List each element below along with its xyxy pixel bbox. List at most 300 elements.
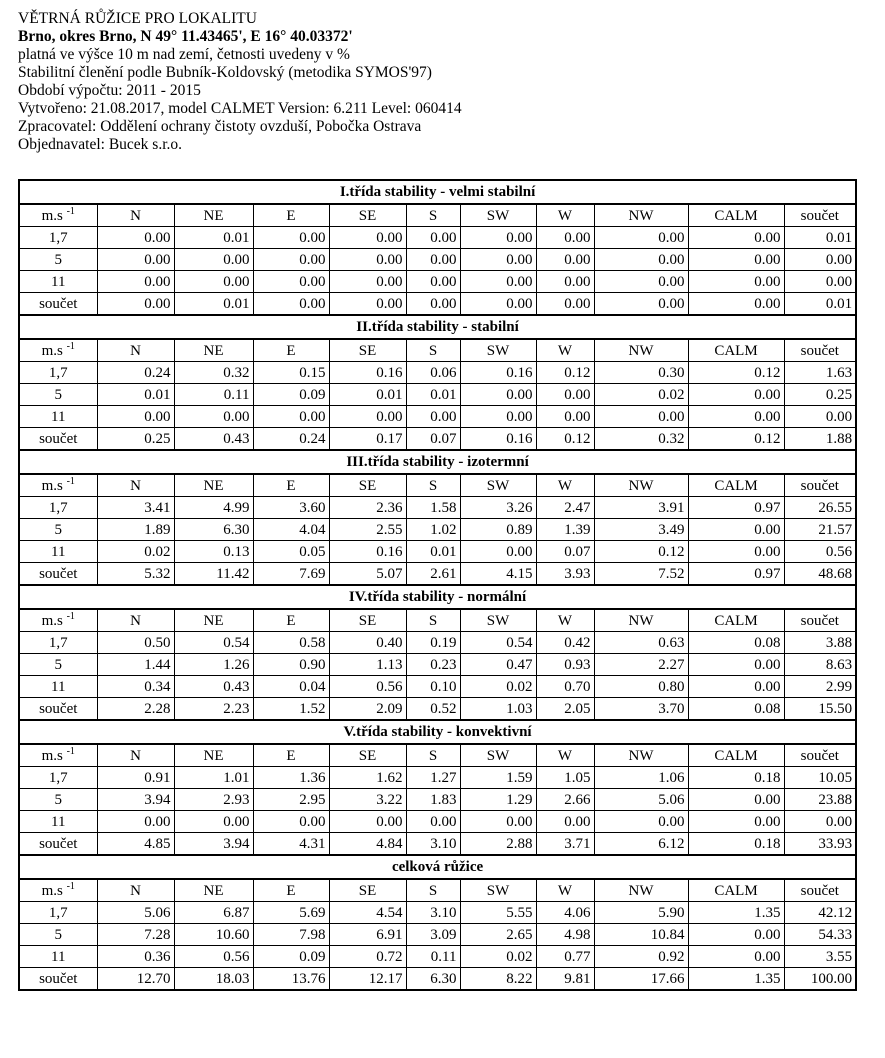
table-cell: 3.93: [536, 563, 594, 586]
table-cell: 1.59: [460, 767, 536, 789]
row-label: součet: [19, 293, 97, 316]
row-label: 5: [19, 654, 97, 676]
table-row: [19, 227, 856, 249]
section-title: V.třída stability - konvektivní: [19, 720, 856, 744]
column-header: N: [97, 204, 174, 227]
row-label: 11: [19, 541, 97, 563]
table-cell: 0.00: [688, 654, 784, 676]
column-header: SW: [460, 474, 536, 497]
table-cell: 10.60: [174, 924, 253, 946]
table-cell: 3.09: [406, 924, 460, 946]
table-cell: 1.44: [97, 654, 174, 676]
table-cell: 1.29: [460, 789, 536, 811]
table-cell: 0.00: [253, 406, 329, 428]
table-cell: 2.28: [97, 698, 174, 721]
period-line: Období výpočtu: 2011 - 2015: [18, 82, 201, 99]
table-cell: 0.16: [329, 362, 406, 384]
table-cell: 0.12: [536, 428, 594, 451]
section-title-row: [19, 180, 856, 204]
column-header: S: [406, 879, 460, 902]
table-cell: 0.00: [174, 406, 253, 428]
table-row: [19, 698, 856, 721]
table-cell: 2.66: [536, 789, 594, 811]
table-cell: 2.27: [594, 654, 688, 676]
table-row: [19, 632, 856, 654]
table-cell: 0.06: [406, 362, 460, 384]
table-cell: 0.00: [406, 811, 460, 833]
column-header: NW: [594, 744, 688, 767]
section-title-row: [19, 315, 856, 339]
table-cell: 2.36: [329, 497, 406, 519]
column-header: E: [253, 339, 329, 362]
table-cell: 1.89: [97, 519, 174, 541]
table-cell: 0.12: [688, 428, 784, 451]
table-cell: 5.69: [253, 902, 329, 924]
table-cell: 0.00: [406, 249, 460, 271]
column-header: SW: [460, 339, 536, 362]
table-cell: 0.00: [406, 293, 460, 316]
table-cell: 15.50: [784, 698, 856, 721]
table-cell: 0.00: [174, 249, 253, 271]
table-cell: 17.66: [594, 968, 688, 991]
column-header: SW: [460, 609, 536, 632]
table-cell: 1.26: [174, 654, 253, 676]
table-cell: 0.93: [536, 654, 594, 676]
table-cell: 0.00: [97, 249, 174, 271]
column-header: S: [406, 609, 460, 632]
table-cell: 0.90: [253, 654, 329, 676]
table-cell: 5.07: [329, 563, 406, 586]
table-cell: 0.17: [329, 428, 406, 451]
table-cell: 100.00: [784, 968, 856, 991]
table-cell: 0.23: [406, 654, 460, 676]
processor-line: Zpracovatel: Oddělení ochrany čistoty ovzduší, Pobočka Ostrava: [18, 118, 422, 135]
row-label: 1,7: [19, 497, 97, 519]
column-header: E: [253, 474, 329, 497]
table-cell: 5.06: [97, 902, 174, 924]
table-cell: 0.13: [174, 541, 253, 563]
table-cell: 0.01: [329, 384, 406, 406]
table-row: [19, 789, 856, 811]
table-cell: 48.68: [784, 563, 856, 586]
table-cell: 1.83: [406, 789, 460, 811]
table-cell: 0.00: [460, 293, 536, 316]
column-header: W: [536, 204, 594, 227]
table-cell: 0.56: [329, 676, 406, 698]
column-header: NE: [174, 879, 253, 902]
row-label: 11: [19, 406, 97, 428]
table-cell: 13.76: [253, 968, 329, 991]
table-cell: 3.22: [329, 789, 406, 811]
row-label: 11: [19, 946, 97, 968]
unit-header: [19, 204, 97, 227]
table-cell: 0.00: [784, 249, 856, 271]
table-cell: 0.00: [536, 227, 594, 249]
table-cell: 0.00: [688, 924, 784, 946]
table-cell: 0.07: [536, 541, 594, 563]
row-label: součet: [19, 698, 97, 721]
table-row: [19, 362, 856, 384]
table-cell: 0.24: [97, 362, 174, 384]
table-cell: 3.41: [97, 497, 174, 519]
table-cell: 0.00: [688, 789, 784, 811]
column-header: NE: [174, 339, 253, 362]
unit-exponent: -1: [66, 610, 75, 622]
table-row: [19, 811, 856, 833]
table-cell: 0.00: [460, 541, 536, 563]
table-cell: 0.00: [329, 249, 406, 271]
wind-rose-table: [18, 179, 857, 991]
section-title: II.třída stability - stabilní: [19, 315, 856, 339]
table-cell: 0.32: [174, 362, 253, 384]
table-row: [19, 406, 856, 428]
table-cell: 6.12: [594, 833, 688, 856]
table-cell: 0.00: [688, 811, 784, 833]
table-cell: 3.26: [460, 497, 536, 519]
table-cell: 2.88: [460, 833, 536, 856]
column-header: S: [406, 474, 460, 497]
table-cell: 0.00: [688, 946, 784, 968]
row-label: 1,7: [19, 362, 97, 384]
column-header: NW: [594, 879, 688, 902]
table-cell: 0.18: [688, 767, 784, 789]
column-header: W: [536, 609, 594, 632]
table-cell: 0.11: [406, 946, 460, 968]
table-cell: 0.47: [460, 654, 536, 676]
section-title-row: [19, 585, 856, 609]
column-header: E: [253, 744, 329, 767]
table-cell: 2.65: [460, 924, 536, 946]
column-header: E: [253, 204, 329, 227]
table-cell: 0.00: [406, 406, 460, 428]
table-cell: 7.28: [97, 924, 174, 946]
table-cell: 0.12: [688, 362, 784, 384]
table-cell: 0.00: [174, 811, 253, 833]
table-cell: 0.00: [253, 811, 329, 833]
table-cell: 0.50: [97, 632, 174, 654]
column-header: CALM: [688, 474, 784, 497]
table-cell: 6.87: [174, 902, 253, 924]
table-cell: 0.00: [536, 811, 594, 833]
table-cell: 3.10: [406, 902, 460, 924]
unit-header: [19, 474, 97, 497]
table-cell: 0.56: [784, 541, 856, 563]
column-header: NE: [174, 744, 253, 767]
unit-label: m.s: [41, 612, 63, 629]
table-cell: 0.00: [594, 406, 688, 428]
table-cell: 0.92: [594, 946, 688, 968]
row-label: 5: [19, 519, 97, 541]
table-row: [19, 946, 856, 968]
row-label: součet: [19, 563, 97, 586]
table-cell: 0.00: [688, 384, 784, 406]
table-cell: 0.00: [460, 811, 536, 833]
section-title: III.třída stability - izotermní: [19, 450, 856, 474]
table-cell: 12.70: [97, 968, 174, 991]
column-header: NW: [594, 204, 688, 227]
table-cell: 4.85: [97, 833, 174, 856]
table-row: [19, 384, 856, 406]
row-label: 11: [19, 676, 97, 698]
location-line: Brno, okres Brno, N 49° 11.43465', E 16° 40.03372': [18, 28, 353, 45]
table-cell: 0.00: [688, 519, 784, 541]
table-cell: 0.12: [594, 541, 688, 563]
table-cell: 0.70: [536, 676, 594, 698]
table-cell: 0.02: [97, 541, 174, 563]
table-cell: 0.00: [97, 271, 174, 293]
table-cell: 0.54: [174, 632, 253, 654]
document-title: VĚTRNÁ RŮŽICE PRO LOKALITU: [18, 10, 257, 27]
section-title: celková růžice: [19, 855, 856, 879]
column-header: S: [406, 339, 460, 362]
table-cell: 10.05: [784, 767, 856, 789]
column-header-row: [19, 609, 856, 632]
table-cell: 0.00: [406, 271, 460, 293]
row-label: 1,7: [19, 632, 97, 654]
table-cell: 4.31: [253, 833, 329, 856]
column-header: W: [536, 744, 594, 767]
table-cell: 0.00: [688, 227, 784, 249]
column-header: NW: [594, 339, 688, 362]
column-header: SW: [460, 744, 536, 767]
table-cell: 1.36: [253, 767, 329, 789]
table-cell: 4.84: [329, 833, 406, 856]
table-cell: 0.00: [594, 293, 688, 316]
table-cell: 1.58: [406, 497, 460, 519]
column-header: součet: [784, 744, 856, 767]
table-cell: 0.00: [97, 406, 174, 428]
table-cell: 2.47: [536, 497, 594, 519]
table-cell: 4.06: [536, 902, 594, 924]
row-label: 5: [19, 249, 97, 271]
column-header: NE: [174, 204, 253, 227]
table-cell: 0.00: [688, 293, 784, 316]
validity-line: platná ve výšce 10 m nad zemí, četnosti uvedeny v %: [18, 46, 350, 63]
table-cell: 3.55: [784, 946, 856, 968]
table-cell: 0.00: [253, 227, 329, 249]
column-header: W: [536, 474, 594, 497]
table-cell: 0.72: [329, 946, 406, 968]
table-cell: 8.22: [460, 968, 536, 991]
table-cell: 7.69: [253, 563, 329, 586]
table-cell: 6.30: [406, 968, 460, 991]
table-cell: 4.99: [174, 497, 253, 519]
table-cell: 0.00: [536, 384, 594, 406]
table-row: [19, 924, 856, 946]
table-cell: 2.93: [174, 789, 253, 811]
table-cell: 0.00: [688, 249, 784, 271]
table-cell: 0.02: [460, 676, 536, 698]
table-cell: 4.54: [329, 902, 406, 924]
column-header: součet: [784, 204, 856, 227]
table-cell: 6.30: [174, 519, 253, 541]
table-cell: 0.00: [97, 811, 174, 833]
stability-method-line: Stabilitní členění podle Bubník-Koldovský (metodika SYMOS'97): [18, 64, 432, 81]
table-cell: 5.90: [594, 902, 688, 924]
table-cell: 0.01: [174, 227, 253, 249]
column-header: součet: [784, 609, 856, 632]
section-title-row: [19, 450, 856, 474]
table-cell: 0.15: [253, 362, 329, 384]
column-header-row: [19, 474, 856, 497]
table-cell: 0.00: [594, 227, 688, 249]
table-cell: 42.12: [784, 902, 856, 924]
table-cell: 33.93: [784, 833, 856, 856]
table-cell: 0.80: [594, 676, 688, 698]
column-header: SW: [460, 879, 536, 902]
table-cell: 0.25: [97, 428, 174, 451]
row-label: 1,7: [19, 767, 97, 789]
table-cell: 0.00: [594, 811, 688, 833]
table-cell: 0.52: [406, 698, 460, 721]
row-label: součet: [19, 968, 97, 991]
column-header: CALM: [688, 879, 784, 902]
table-row: [19, 497, 856, 519]
table-cell: 0.01: [784, 227, 856, 249]
table-cell: 0.01: [406, 384, 460, 406]
table-cell: 0.09: [253, 946, 329, 968]
table-cell: 0.40: [329, 632, 406, 654]
column-header: SE: [329, 609, 406, 632]
column-header: S: [406, 744, 460, 767]
table-row: [19, 767, 856, 789]
table-row: [19, 563, 856, 586]
table-cell: 0.00: [253, 271, 329, 293]
table-row: [19, 654, 856, 676]
column-header: E: [253, 879, 329, 902]
table-cell: 0.30: [594, 362, 688, 384]
table-cell: 0.16: [460, 362, 536, 384]
table-cell: 1.88: [784, 428, 856, 451]
table-cell: 0.01: [784, 293, 856, 316]
column-header: součet: [784, 339, 856, 362]
table-cell: 1.01: [174, 767, 253, 789]
table-cell: 1.62: [329, 767, 406, 789]
column-header: SE: [329, 339, 406, 362]
table-cell: 54.33: [784, 924, 856, 946]
unit-header: [19, 609, 97, 632]
section-title: I.třída stability - velmi stabilní: [19, 180, 856, 204]
table-cell: 0.11: [174, 384, 253, 406]
table-cell: 3.49: [594, 519, 688, 541]
client-line: Objednavatel: Bucek s.r.o.: [18, 136, 182, 153]
table-cell: 3.71: [536, 833, 594, 856]
unit-label: m.s: [41, 477, 63, 494]
table-cell: 4.15: [460, 563, 536, 586]
table-cell: 0.00: [174, 271, 253, 293]
table-row: [19, 833, 856, 856]
table-cell: 12.17: [329, 968, 406, 991]
table-row: [19, 428, 856, 451]
table-cell: 0.43: [174, 676, 253, 698]
table-cell: 3.10: [406, 833, 460, 856]
table-cell: 0.00: [406, 227, 460, 249]
table-cell: 3.94: [97, 789, 174, 811]
table-cell: 1.05: [536, 767, 594, 789]
table-cell: 0.63: [594, 632, 688, 654]
table-row: [19, 541, 856, 563]
table-cell: 0.08: [688, 698, 784, 721]
table-row: [19, 519, 856, 541]
table-row: [19, 676, 856, 698]
table-cell: 2.99: [784, 676, 856, 698]
table-cell: 0.02: [460, 946, 536, 968]
table-cell: 0.01: [406, 541, 460, 563]
column-header: SW: [460, 204, 536, 227]
table-cell: 0.36: [97, 946, 174, 968]
column-header-row: [19, 744, 856, 767]
table-cell: 0.19: [406, 632, 460, 654]
column-header: NW: [594, 474, 688, 497]
table-row: [19, 968, 856, 991]
table-cell: 0.58: [253, 632, 329, 654]
table-cell: 0.00: [536, 271, 594, 293]
table-cell: 0.16: [329, 541, 406, 563]
column-header: N: [97, 609, 174, 632]
row-label: 11: [19, 271, 97, 293]
table-cell: 0.12: [536, 362, 594, 384]
table-cell: 0.00: [460, 227, 536, 249]
column-header-row: [19, 204, 856, 227]
table-cell: 0.56: [174, 946, 253, 968]
column-header-row: [19, 339, 856, 362]
table-cell: 0.00: [784, 406, 856, 428]
column-header: N: [97, 474, 174, 497]
table-cell: 0.01: [97, 384, 174, 406]
column-header: NW: [594, 609, 688, 632]
table-cell: 3.60: [253, 497, 329, 519]
table-row: [19, 293, 856, 316]
table-cell: 0.01: [174, 293, 253, 316]
column-header: W: [536, 879, 594, 902]
table-cell: 0.91: [97, 767, 174, 789]
table-cell: 9.81: [536, 968, 594, 991]
table-cell: 0.00: [97, 227, 174, 249]
table-cell: 0.54: [460, 632, 536, 654]
row-label: součet: [19, 833, 97, 856]
table-cell: 2.05: [536, 698, 594, 721]
created-line: Vytvořeno: 21.08.2017, model CALMET Version: 6.211 Level: 060414: [18, 100, 462, 117]
column-header: W: [536, 339, 594, 362]
table-cell: 0.97: [688, 563, 784, 586]
column-header-row: [19, 879, 856, 902]
table-cell: 0.00: [460, 249, 536, 271]
table-cell: 0.10: [406, 676, 460, 698]
unit-exponent: -1: [66, 205, 75, 217]
table-row: [19, 271, 856, 293]
column-header: součet: [784, 474, 856, 497]
unit-exponent: -1: [66, 880, 75, 892]
table-cell: 7.52: [594, 563, 688, 586]
table-cell: 0.00: [253, 293, 329, 316]
row-label: 1,7: [19, 902, 97, 924]
table-cell: 1.35: [688, 902, 784, 924]
table-cell: 0.00: [688, 406, 784, 428]
table-cell: 1.52: [253, 698, 329, 721]
table-row: [19, 249, 856, 271]
table-cell: 1.63: [784, 362, 856, 384]
table-cell: 0.42: [536, 632, 594, 654]
table-cell: 0.00: [97, 293, 174, 316]
table-cell: 0.00: [784, 811, 856, 833]
unit-exponent: -1: [66, 340, 75, 352]
table-cell: 21.57: [784, 519, 856, 541]
table-cell: 2.09: [329, 698, 406, 721]
table-cell: 26.55: [784, 497, 856, 519]
column-header: NE: [174, 609, 253, 632]
column-header: CALM: [688, 744, 784, 767]
table-cell: 0.34: [97, 676, 174, 698]
